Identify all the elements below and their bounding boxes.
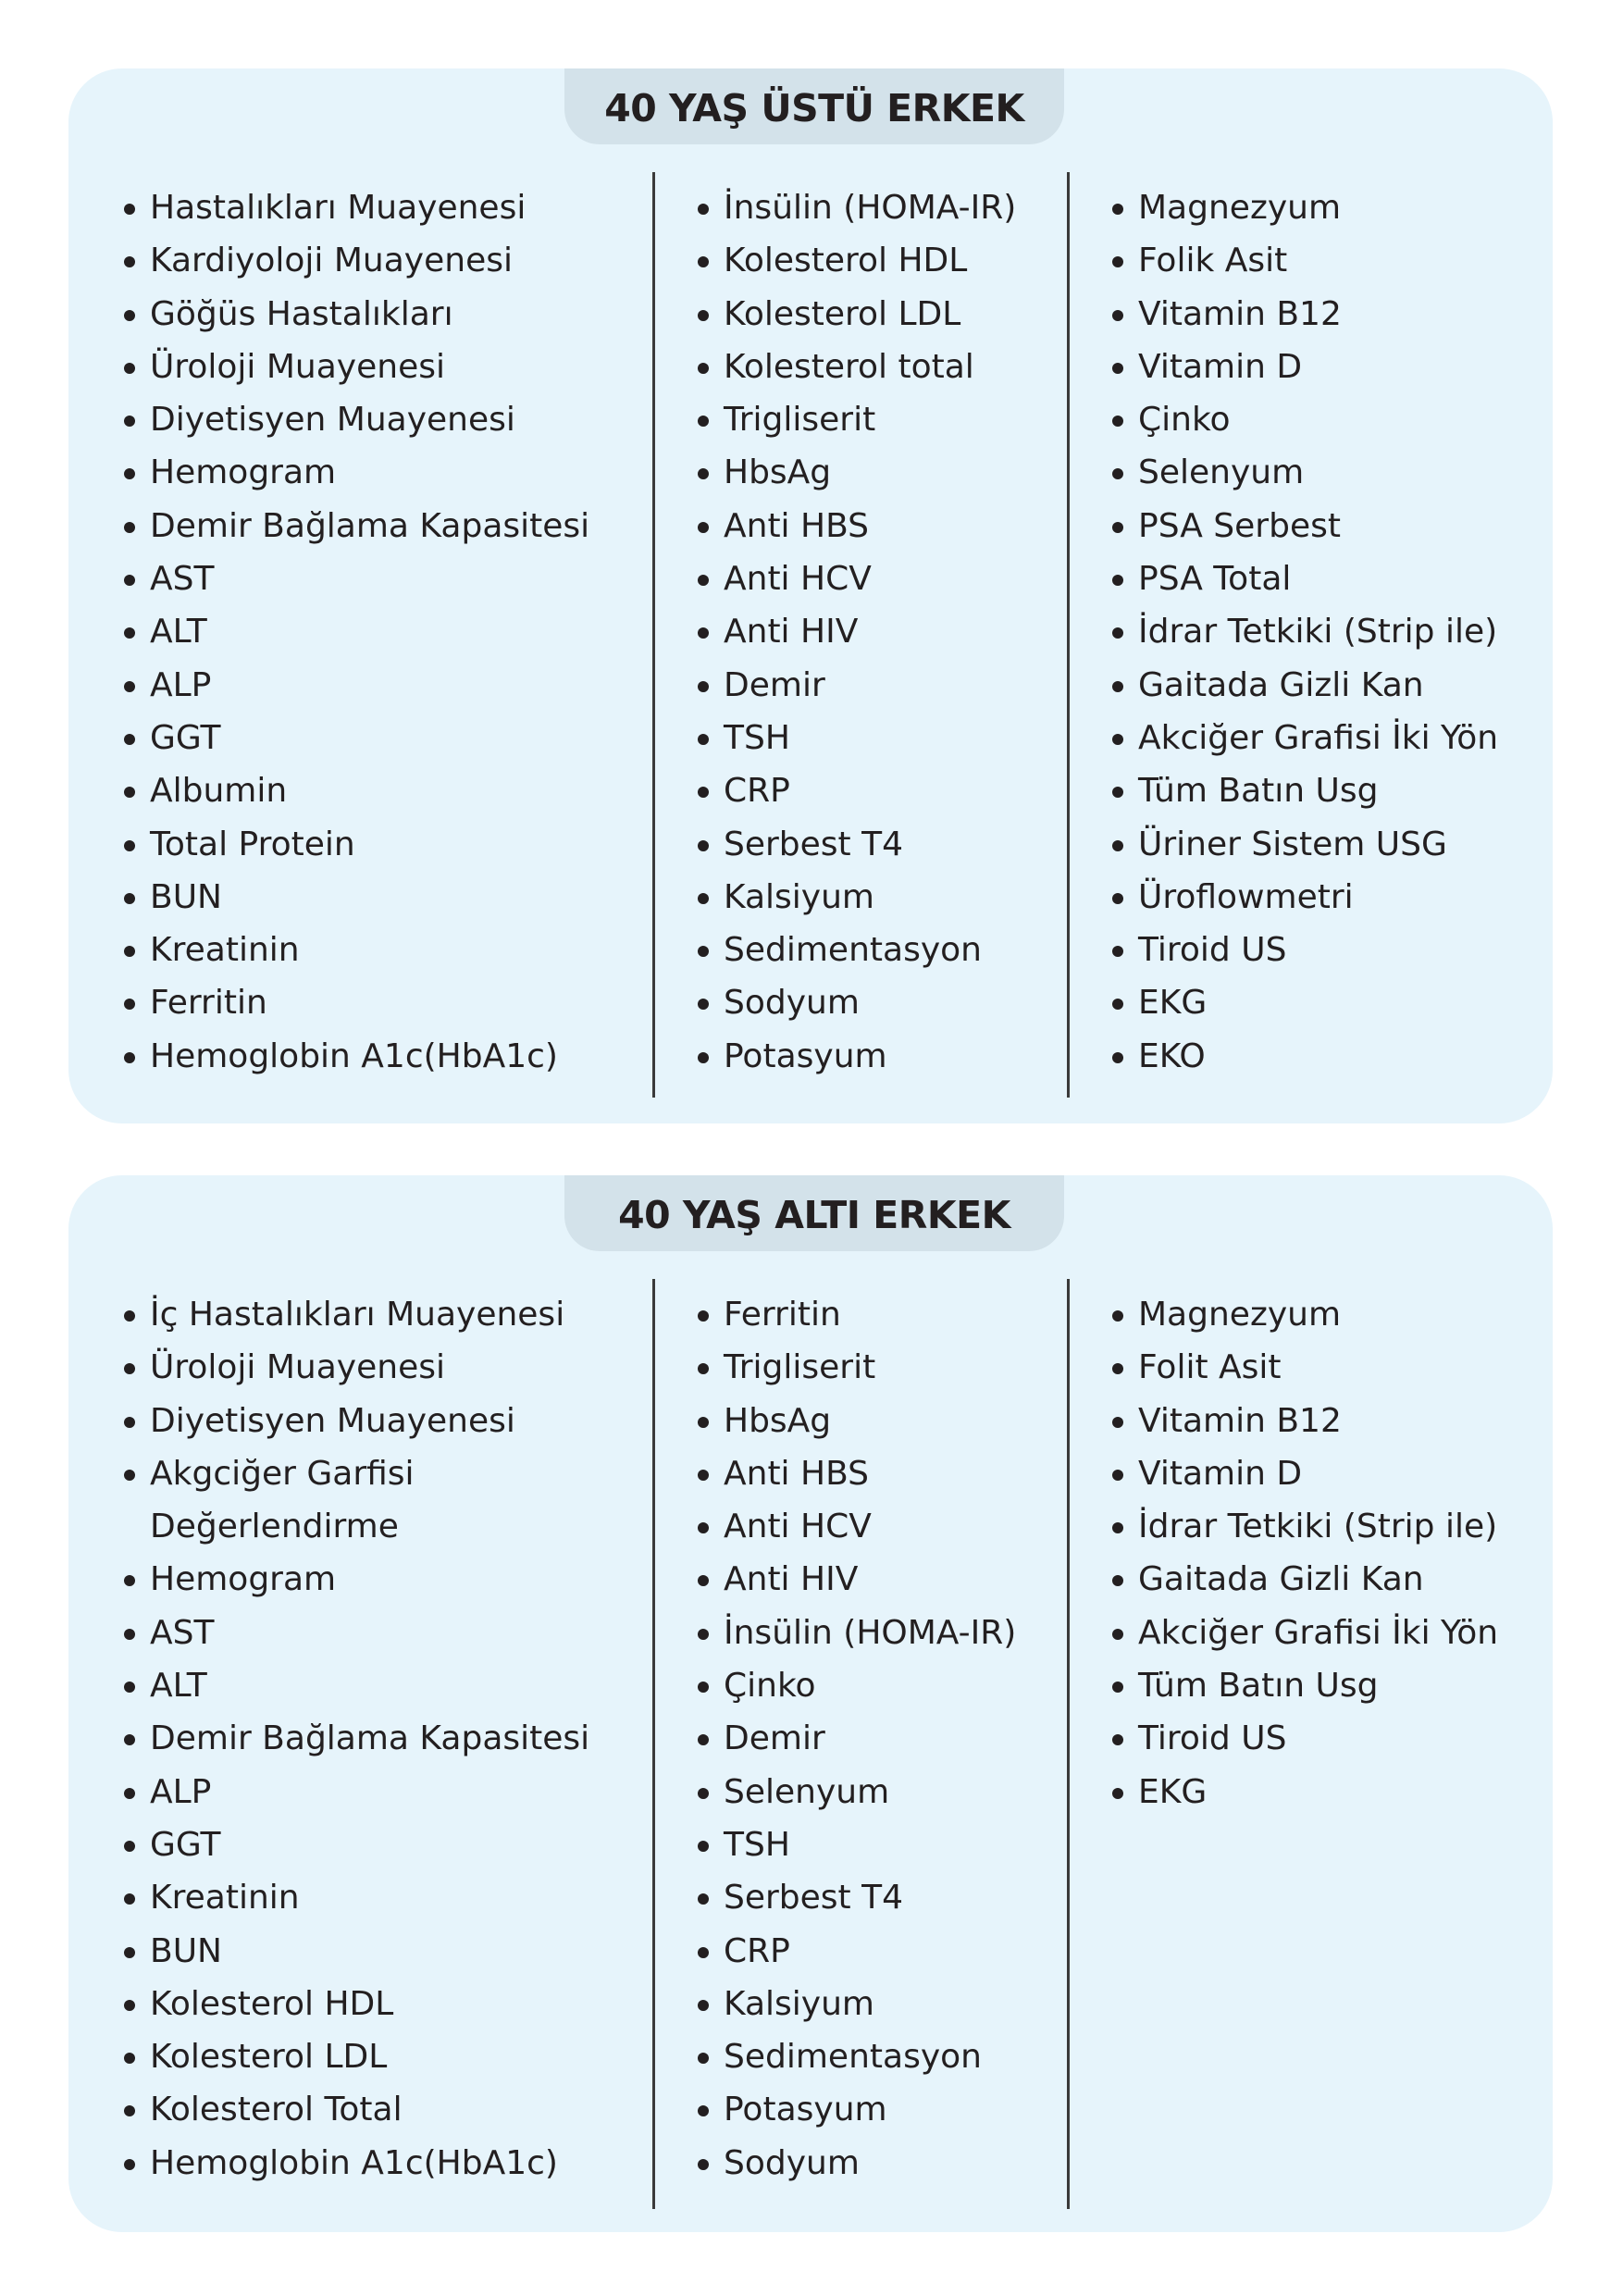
list-item: Kolesterol HDL [122, 1978, 659, 2030]
list-item: Vitamin D [1110, 341, 1545, 393]
list-item: Akciğer Grafisi İki Yön [1110, 712, 1545, 764]
list-item: Hemogram [122, 1553, 659, 1606]
list-item: Folik Asit [1110, 234, 1545, 287]
list-item: Trigliserit [696, 1341, 1084, 1394]
list-item: İnsülin (HOMA-IR) [696, 181, 1084, 234]
list-item: Üroloji Muayenesi [122, 1341, 659, 1394]
list-item: Kolesterol LDL [696, 288, 1084, 341]
list-item: Gaitada Gizli Kan [1110, 659, 1545, 712]
list-item: Üroflowmetri [1110, 871, 1545, 924]
list-item: Anti HBS [696, 1447, 1084, 1500]
list-item: Tiroid US [1110, 924, 1545, 976]
list-item: Çinko [696, 1659, 1084, 1712]
list-item: Üriner Sistem USG [1110, 818, 1545, 871]
list-item: ALT [122, 605, 659, 658]
list-item: Sodyum [696, 976, 1084, 1029]
list-item: Diyetisyen Muayenesi [122, 393, 659, 446]
test-list-column-3 [1110, 181, 1545, 1083]
list-item: Kolesterol Total [122, 2083, 659, 2136]
list-item: Kardiyoloji Muayenesi [122, 234, 659, 287]
list-item: Gaitada Gizli Kan [1110, 1553, 1545, 1606]
list-item: Kreatinin [122, 1871, 659, 1924]
list-item: GGT [122, 1818, 659, 1871]
list-item: ALP [122, 1766, 659, 1818]
list-item: Demir Bağlama Kapasitesi [122, 500, 659, 552]
list-item: Hastalıkları Muayenesi [122, 181, 659, 234]
test-list-column-1 [122, 181, 659, 1083]
list-item: İç Hastalıkları Muayenesi [122, 1288, 659, 1341]
list-item: Anti HIV [696, 1553, 1084, 1606]
list-item: Hemogram [122, 446, 659, 499]
list-item: PSA Serbest [1110, 500, 1545, 552]
test-list-column-2 [696, 1288, 1084, 2190]
list-item: CRP [696, 764, 1084, 817]
list-item: TSH [696, 1818, 1084, 1871]
list-item: CRP [696, 1925, 1084, 1978]
list-item: Demir [696, 1712, 1084, 1765]
list-item: İdrar Tetkiki (Strip ile) [1110, 1500, 1545, 1553]
list-item: Potasyum [696, 1030, 1084, 1083]
test-list-column-1 [122, 1288, 659, 2190]
test-list-column-2 [696, 181, 1084, 1083]
section-under-40-men [68, 1175, 1553, 2232]
list-item: Göğüs Hastalıkları [122, 288, 659, 341]
list-item: Total Protein [122, 818, 659, 871]
list-item: Trigliserit [696, 393, 1084, 446]
list-item: BUN [122, 871, 659, 924]
list-item: Çinko [1110, 393, 1545, 446]
column-divider [652, 1279, 655, 2209]
column-divider [652, 172, 655, 1098]
list-item: Vitamin B12 [1110, 288, 1545, 341]
section-title: 40 YAŞ ÜSTÜ ERKEK [564, 68, 1064, 144]
list-item: Demir Bağlama Kapasitesi [122, 1712, 659, 1765]
list-item: GGT [122, 712, 659, 764]
list-item: Selenyum [1110, 446, 1545, 499]
list-item: HbsAg [696, 446, 1084, 499]
test-list-column-3 [1110, 1288, 1545, 1818]
list-item: BUN [122, 1925, 659, 1978]
section-title: 40 YAŞ ALTI ERKEK [564, 1175, 1064, 1251]
list-item: Akciğer Grafisi İki Yön [1110, 1607, 1545, 1659]
list-item: Tüm Batın Usg [1110, 1659, 1545, 1712]
list-item: TSH [696, 712, 1084, 764]
list-item: İnsülin (HOMA-IR) [696, 1607, 1084, 1659]
list-item: ALT [122, 1659, 659, 1712]
list-item: Serbest T4 [696, 1871, 1084, 1924]
list-item: PSA Total [1110, 552, 1545, 605]
list-item: Sodyum [696, 2137, 1084, 2190]
list-item: Ferritin [696, 1288, 1084, 1341]
list-item: Kreatinin [122, 924, 659, 976]
list-item: Albumin [122, 764, 659, 817]
column-divider [1067, 172, 1070, 1098]
list-item: Akgciğer Garfisi Değerlendirme [122, 1447, 659, 1554]
list-item: Sedimentasyon [696, 2030, 1084, 2083]
list-item: Anti HCV [696, 552, 1084, 605]
list-item: Magnezyum [1110, 1288, 1545, 1341]
list-item: Kolesterol LDL [122, 2030, 659, 2083]
list-item: İdrar Tetkiki (Strip ile) [1110, 605, 1545, 658]
section-over-40-men [68, 68, 1553, 1123]
list-item: Serbest T4 [696, 818, 1084, 871]
list-item: Folit Asit [1110, 1341, 1545, 1394]
list-item: Potasyum [696, 2083, 1084, 2136]
list-item: Üroloji Muayenesi [122, 341, 659, 393]
list-item: Kolesterol HDL [696, 234, 1084, 287]
list-item: Sedimentasyon [696, 924, 1084, 976]
list-item: Vitamin D [1110, 1447, 1545, 1500]
list-item: Tüm Batın Usg [1110, 764, 1545, 817]
list-item: Anti HCV [696, 1500, 1084, 1553]
list-item: Diyetisyen Muayenesi [122, 1395, 659, 1447]
list-item: Vitamin B12 [1110, 1395, 1545, 1447]
list-item: EKG [1110, 976, 1545, 1029]
list-item: Kalsiyum [696, 871, 1084, 924]
list-item: HbsAg [696, 1395, 1084, 1447]
list-item: Selenyum [696, 1766, 1084, 1818]
list-item: Magnezyum [1110, 181, 1545, 234]
list-item: Kolesterol total [696, 341, 1084, 393]
list-item: Ferritin [122, 976, 659, 1029]
list-item: EKO [1110, 1030, 1545, 1083]
list-item: Anti HIV [696, 605, 1084, 658]
list-item: Hemoglobin A1c(HbA1c) [122, 1030, 659, 1083]
list-item: ALP [122, 659, 659, 712]
list-item: Kalsiyum [696, 1978, 1084, 2030]
column-divider [1067, 1279, 1070, 2209]
list-item: EKG [1110, 1766, 1545, 1818]
list-item: AST [122, 552, 659, 605]
list-item: Demir [696, 659, 1084, 712]
list-item: Tiroid US [1110, 1712, 1545, 1765]
list-item: Hemoglobin A1c(HbA1c) [122, 2137, 659, 2190]
list-item: Anti HBS [696, 500, 1084, 552]
list-item: AST [122, 1607, 659, 1659]
